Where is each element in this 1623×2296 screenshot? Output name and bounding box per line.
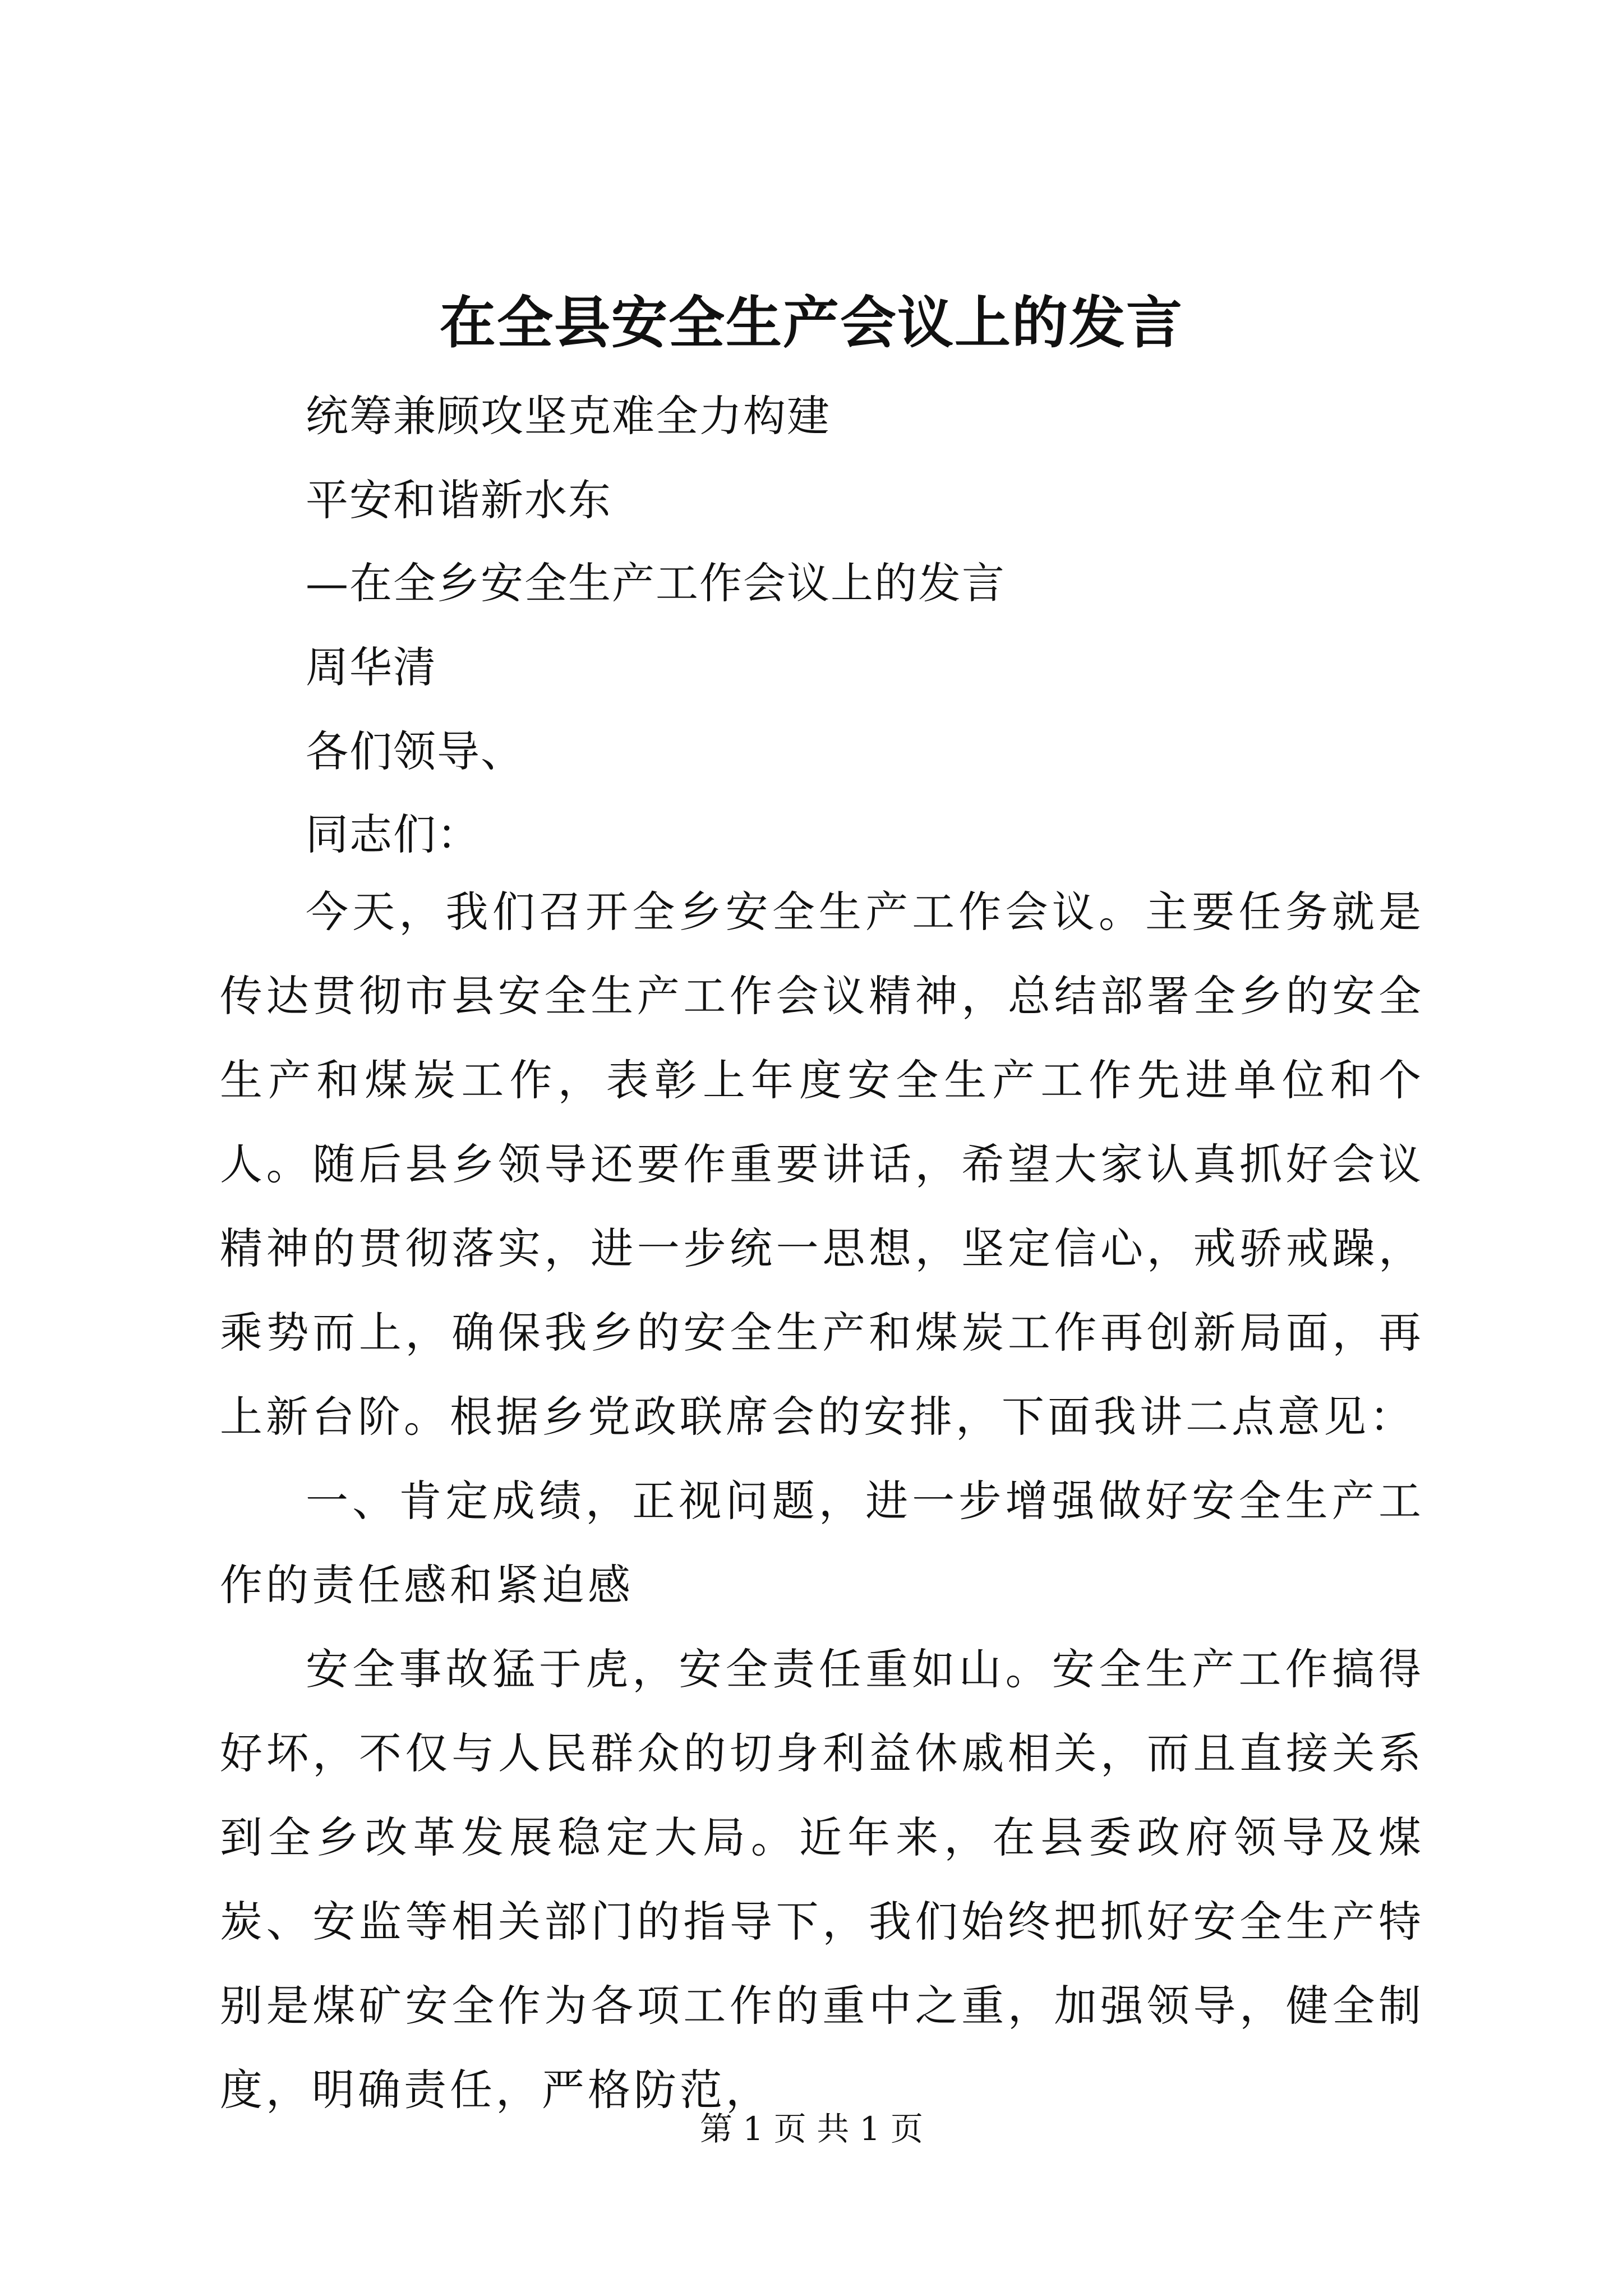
salutation-line-2: 同志们： — [306, 809, 481, 859]
salutation-line-1: 各们领导、 — [306, 726, 524, 776]
body-paragraph: 安全事故猛于虎，安全责任重如山。安全生产工作搞得好坏，不仅与人民群众的切身利益休戚相关，而且直接关系到全乡改革发展稳定大局。近年来，在县委政府领导及煤炭、安监等相关部门的指导下，我们始终把抓好安全生产特别是煤矿安全作为各项工作的重中之重，加强领导，健全制度，明确责任，严格防范， — [220, 1644, 1424, 2115]
document-body — [220, 870, 1424, 2132]
subtitle-line-2: 平安和谐新水东 — [306, 475, 612, 525]
subtitle-line-3: —在全乡安全生产工作会议上的发言 — [306, 558, 1006, 608]
body-paragraph: 今天，我们召开全乡安全生产工作会议。主要任务就是传达贯彻市县安全生产工作会议精神，总结部署全乡的安全生产和煤炭工作，表彰上年度安全生产工作先进单位和个人。随后县乡领导还要作重要讲话，希望大家认真抓好会议精神的贯彻落实，进一步统一思想，坚定信心，戒骄戒躁，乘势而上，确保我乡的安全生产和煤炭工作再创新局面，再上新台阶。根据乡党政联席会的安排，下面我讲二点意见： — [220, 887, 1424, 1442]
page-footer: 第 1 页 共 1 页 — [700, 2110, 923, 2148]
subtitle-line-1: 统筹兼顾攻坚克难全力构建 — [306, 391, 831, 441]
document-title: 在全县安全生产会议上的发言 — [440, 289, 1183, 356]
section-heading: 一、肯定成绩，正视问题，进一步增强做好安全生产工作的责任感和紧迫感 — [220, 1476, 1424, 1610]
author-name: 周华清 — [306, 642, 437, 692]
